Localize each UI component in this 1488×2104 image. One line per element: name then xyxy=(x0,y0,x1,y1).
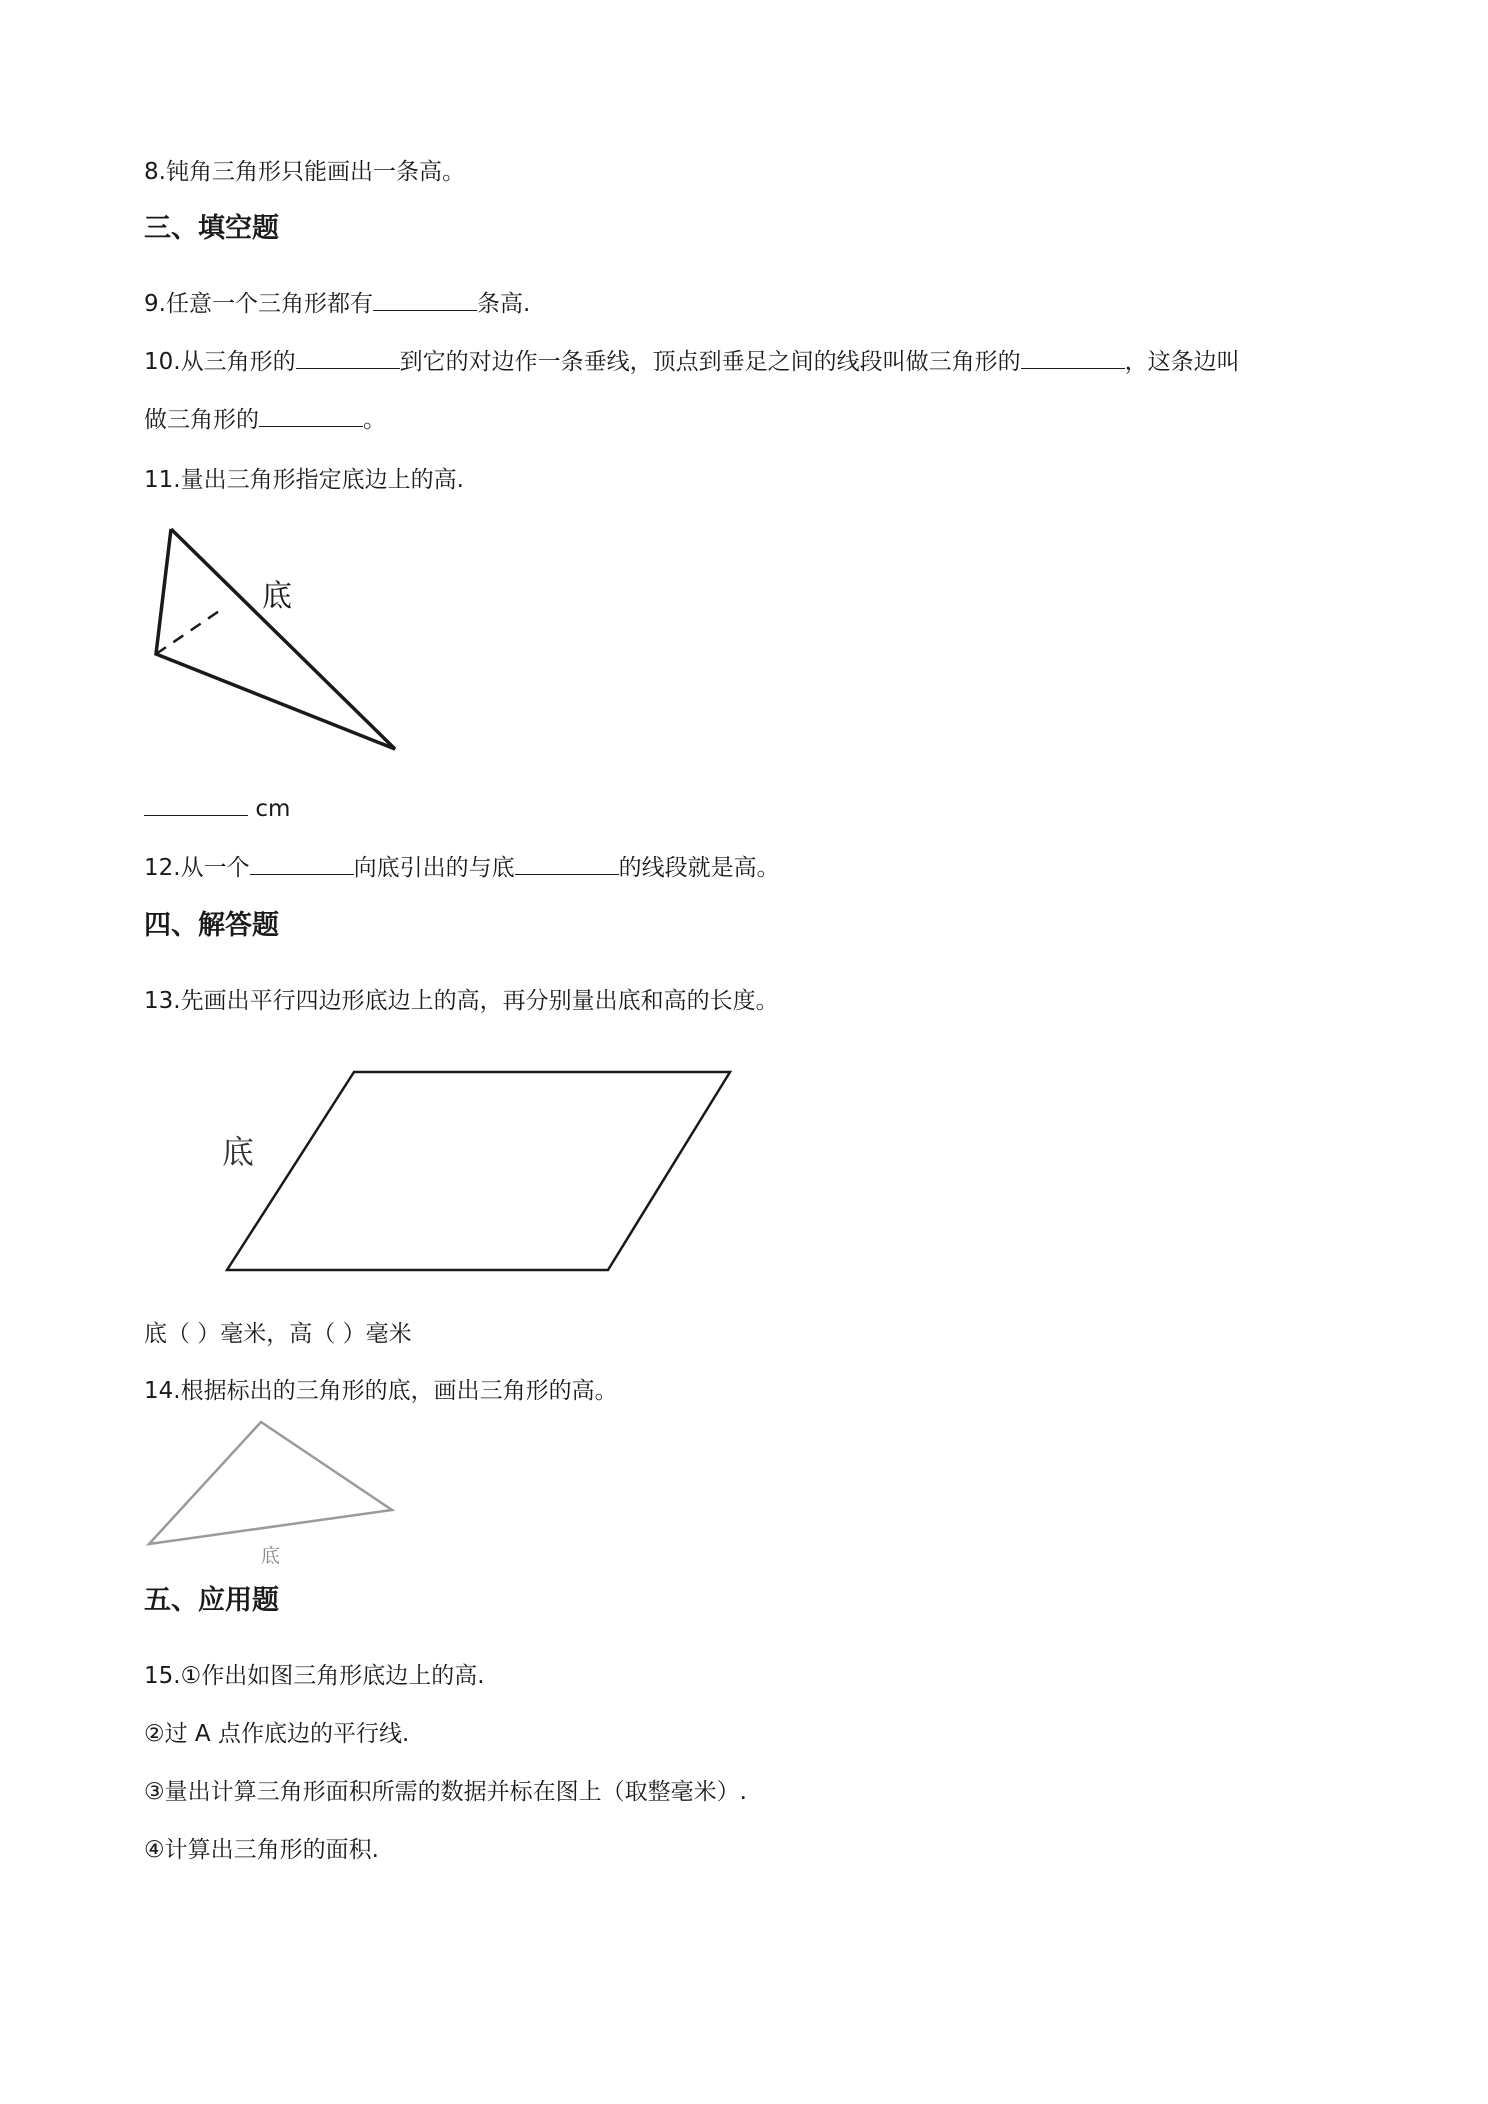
question-15-step-3: ③量出计算三角形面积所需的数据并标在图上（取整毫米）. xyxy=(144,1779,747,1805)
base-label: 底 xyxy=(261,1545,281,1567)
answer-blank[interactable] xyxy=(373,288,477,311)
question-15-step-2: ②过 A 点作底边的平行线. xyxy=(144,1721,410,1747)
question-9-suffix: 条高. xyxy=(476,291,531,317)
question-9-prefix: 9.任意一个三角形都有 xyxy=(144,291,373,317)
question-11: 11.量出三角形指定底边上的高. xyxy=(144,467,464,493)
answer-blank[interactable] xyxy=(250,852,354,875)
answer-blank[interactable] xyxy=(515,852,619,875)
question-9 xyxy=(144,288,530,320)
question-10-part-1: 10.从三角形的 xyxy=(144,349,296,375)
question-10-line-2 xyxy=(144,404,386,436)
question-15-step-1: 15.①作出如图三角形底边上的高. xyxy=(144,1663,485,1689)
question-14: 14.根据标出的三角形的底，画出三角形的高。 xyxy=(144,1378,618,1404)
section-title-application: 五、应用题 xyxy=(144,1585,279,1616)
base-label: 底 xyxy=(222,1133,255,1171)
unit-label: cm xyxy=(255,796,291,822)
question-13-answer: 底（ ）毫米，高（ ）毫米 xyxy=(144,1321,412,1347)
answer-blank[interactable] xyxy=(259,404,363,427)
answer-blank[interactable] xyxy=(296,346,400,369)
parallelogram-figure-q13 xyxy=(210,1060,750,1285)
section-title-fill-in: 三、填空题 xyxy=(144,213,279,244)
base-label: 底 xyxy=(262,579,292,614)
question-10-part-2: 到它的对边作一条垂线，顶点到垂足之间的线段叫做三角形的 xyxy=(399,349,1021,375)
question-10-line-2-prefix: 做三角形的 xyxy=(144,407,259,433)
question-10-line-2-suffix: 。 xyxy=(363,407,386,433)
dashed-height-line xyxy=(156,607,225,654)
question-8: 8.钝角三角形只能画出一条高。 xyxy=(144,159,465,185)
question-12-part-2: 向底引出的与底 xyxy=(353,855,515,881)
question-15-step-4: ④计算出三角形的面积. xyxy=(144,1837,379,1863)
answer-blank[interactable] xyxy=(144,793,248,816)
question-12-part-3: 的线段就是高。 xyxy=(618,855,780,881)
question-11-answer xyxy=(144,793,290,825)
question-13: 13.先画出平行四边形底边上的高，再分别量出底和高的长度。 xyxy=(144,988,779,1014)
question-12-part-1: 12.从一个 xyxy=(144,855,250,881)
question-12 xyxy=(144,852,780,884)
question-10-line-1 xyxy=(144,346,1240,378)
triangle-figure-q14 xyxy=(140,1418,410,1568)
answer-blank[interactable] xyxy=(1021,346,1125,369)
section-title-answer: 四、解答题 xyxy=(144,910,279,941)
parallelogram-outline xyxy=(227,1072,730,1270)
question-10-part-3: ，这条边叫 xyxy=(1124,349,1240,375)
triangle-outline xyxy=(156,529,395,749)
triangle-figure-q11 xyxy=(140,515,410,765)
triangle-outline xyxy=(149,1422,392,1544)
